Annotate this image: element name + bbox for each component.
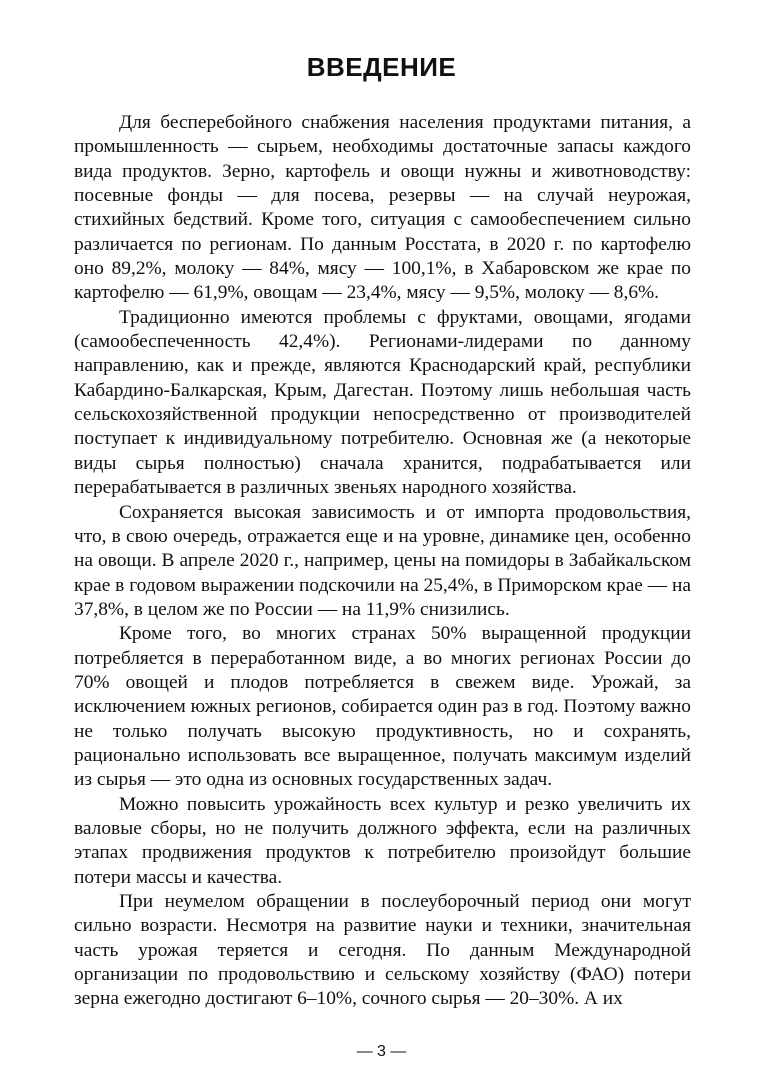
paragraph-3: Сохраняется высокая зависимость и от импорта продовольствия, что, в свою очередь, отражается еще и на уровне, динамике цен, особенно на овощи. В апреле 2020 г., например, цены на помидоры в Забайкальском крае в годовом выражении подскочили на 25,4%, в Приморском крае — на 37,8%, в целом же по России — на 11,9% снизились. (74, 501, 691, 620)
page-title: ВВЕДЕНИЕ (306, 52, 457, 82)
page-number: — 3 — (356, 1043, 407, 1060)
paragraph-1: Для бесперебойного снабжения населения продуктами питания, а промышленность — сырьем, необходимы достаточные запасы каждого вида продуктов. Зерно, картофель и овощи нужны и животноводству: посевные фонды — для посева, резервы — на случай неурожая, стихийных бедствий. Кроме того, ситуация с самообеспечением сильно различается по регионам. По данным Росстата, в 2020 г. по картофелю оно 89,2%, молоку — 84%, мясу — 100,1%, в Хабаровском же крае по картофелю — 61,9%, овощам — 23,4%, мясу — 9,5%, молоку — 8,6%. (74, 112, 691, 304)
paragraph-6: При неумелом обращении в послеуборочный период они могут сильно возрасти. Несмотря на развитие науки и техники, значительная часть урожая теряется и сегодня. По данным Международной организации по продовольствию и сельскому хозяйству (ФАО) потери зерна ежегодно достигают 6–10%, сочного сырья — 20–30%. А их (74, 891, 691, 1010)
paragraph-2: Традиционно имеются проблемы с фруктами, овощами, ягодами (самообеспеченность 42,4%). Регионами-лидерами по данному направлению, как и прежде, являются Краснодарский край, республики Кабардино-Балкарская, Крым, Дагестан. Поэтому лишь небольшая часть сельскохозяйственной продукции непосредственно от производителей поступает к индивидуальному потребителю. Основная же (а некоторые виды сырья полностью) сначала хранится, подрабатывается или перерабатывается в различных звеньях народного хозяйства. (74, 306, 691, 499)
body-text (74, 111, 691, 1012)
paragraph-5: Можно повысить урожайность всех культур и резко увеличить их валовые сборы, но не получить должного эффекта, если на различных этапах продвижения продуктов к потребителю произойдут большие потери массы и качества. (74, 793, 691, 888)
paragraph-4: Кроме того, во многих странах 50% выращенной продукции потребляется в переработанном виде, а во многих регионах России до 70% овощей и плодов потребляется в свежем виде. Урожай, за исключением южных регионов, собирается один раз в год. Поэтому важно не только получать высокую продуктивность, но и сохранять, рационально использовать все выращенное, получать максимум изделий из сырья — это одна из основных государственных задач. (74, 623, 691, 791)
